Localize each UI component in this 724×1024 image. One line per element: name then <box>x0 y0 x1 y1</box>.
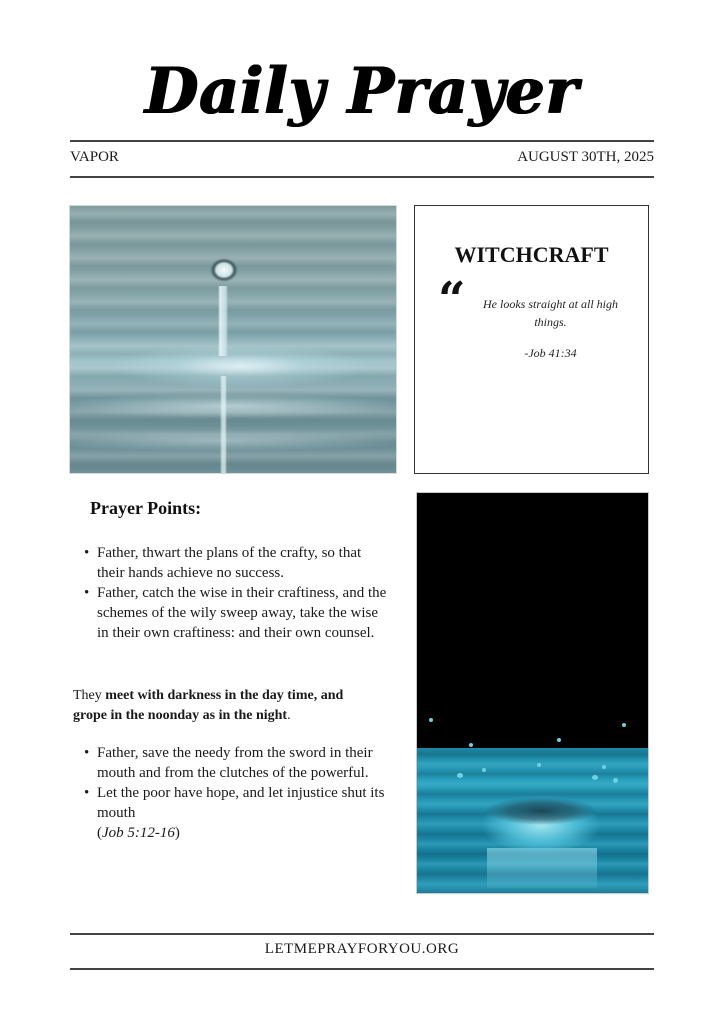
bullet-icon: • <box>84 745 90 761</box>
bullet-icon: • <box>84 785 90 801</box>
water-drop <box>592 775 598 780</box>
bullet-icon: • <box>84 585 90 601</box>
water-drop <box>429 718 433 722</box>
footer-website: LETMEPRAYFORYOU.ORG <box>264 941 460 957</box>
prayer-points-list-one <box>70 543 390 643</box>
quote-card <box>414 205 649 474</box>
splash-reflection <box>487 848 597 888</box>
water-droplet-image <box>69 205 397 474</box>
topic-label: VAPOR <box>70 149 119 165</box>
ref-close-paren: ) <box>174 825 180 841</box>
water-drop <box>602 765 606 769</box>
water-drop <box>469 743 473 747</box>
prayer-point-text: Father, thwart the plans of the crafty, so that their hands achieve no success. <box>97 545 362 581</box>
prayer-points-list-two <box>70 743 390 843</box>
header-bottom-divider <box>70 176 654 178</box>
verse-bold: meet with darkness in the day time, and grope in the noonday as in the night <box>73 688 344 723</box>
verse-lead: They <box>73 688 106 703</box>
page-title: Daily Prayer <box>145 54 579 129</box>
list-item <box>70 543 390 583</box>
prayer-point-text: Let the poor have hope, and let injustice shut its mouth <box>97 785 385 821</box>
ref-open-paren: ( <box>97 825 102 841</box>
quote-reference: -Job 41:34 <box>524 346 577 360</box>
prayer-point-text: Father, save the needy from the sword in their mouth and from the clutches of the powerful. <box>97 745 373 781</box>
quote-text: He looks straight at all high things. <box>483 297 618 329</box>
list-item <box>70 583 390 643</box>
prayer-points-heading: Prayer Points: <box>90 498 202 518</box>
water-drop <box>622 723 626 727</box>
water-drop <box>537 763 541 767</box>
bullet-icon: • <box>84 545 90 561</box>
water-drop <box>613 778 618 783</box>
footer-bottom-divider <box>70 968 654 970</box>
water-drop <box>457 773 463 778</box>
verse-tail: . <box>287 708 291 723</box>
quote-card-title: WITCHCRAFT <box>454 242 609 267</box>
water-drop <box>557 738 561 742</box>
ref-text: Job 5:12-16 <box>102 825 175 841</box>
scripture-verse <box>73 686 373 726</box>
header-top-divider <box>70 140 654 142</box>
water-splash-image <box>416 492 649 894</box>
splash-crown <box>481 793 601 851</box>
list-item <box>70 783 390 823</box>
water-drop <box>482 768 486 772</box>
date-label: AUGUST 30TH, 2025 <box>517 149 654 165</box>
footer-top-divider <box>70 933 654 935</box>
scripture-reference <box>70 823 390 843</box>
list-item <box>70 743 390 783</box>
open-quote-icon: “ <box>438 272 466 328</box>
prayer-point-text: Father, catch the wise in their craftiness, and the schemes of the wily sweep away, take the wise in their own craftiness: and their own counsel. <box>97 585 387 641</box>
